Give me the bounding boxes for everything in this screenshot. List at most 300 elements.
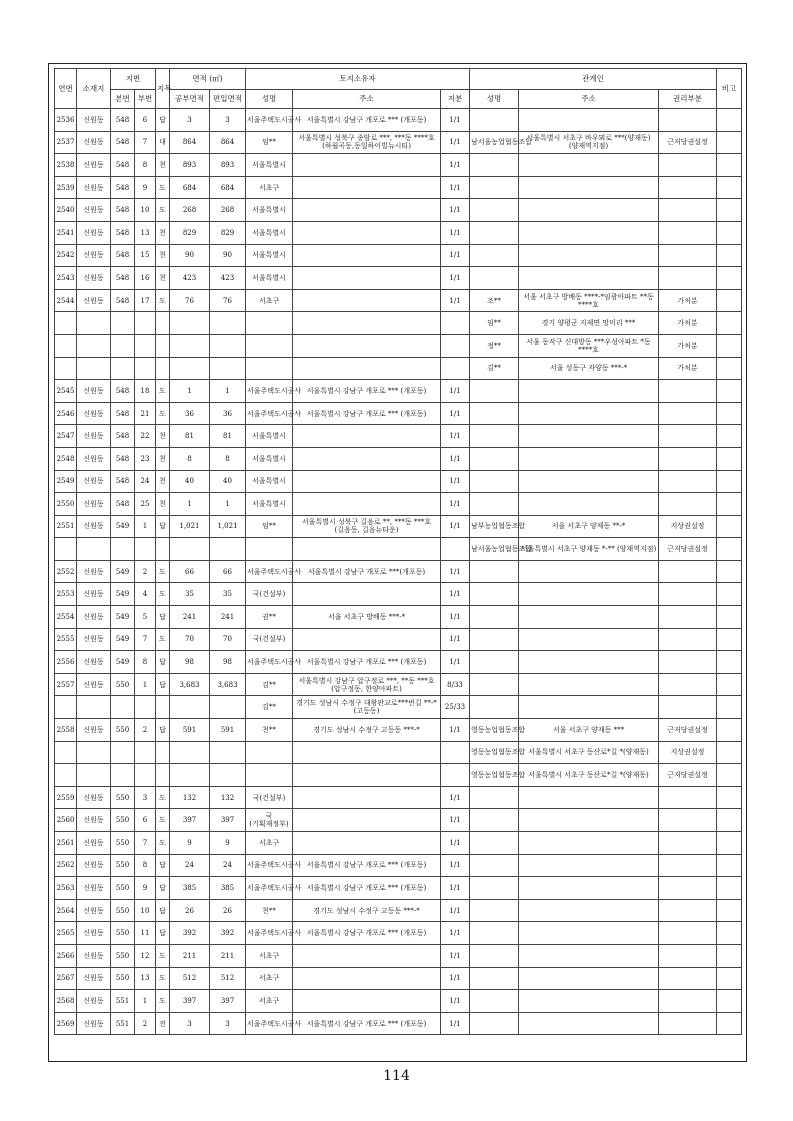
row-sub-lot: 8	[135, 154, 156, 177]
row-jimok: 도	[156, 176, 170, 199]
row-jimok: 답	[156, 651, 170, 674]
table-row	[55, 470, 742, 493]
row-party-name	[470, 583, 519, 606]
row-no: 2561	[55, 832, 77, 855]
row-location: 신원동	[77, 967, 111, 990]
row-location: 신원동	[77, 131, 111, 154]
table-row	[55, 402, 742, 425]
row-sub-lot: 25	[135, 493, 156, 516]
header-public-area: 공부면적	[170, 90, 210, 109]
row-share: 1/1	[441, 289, 470, 312]
row-location: 신원동	[77, 877, 111, 900]
row-no	[55, 357, 77, 380]
row-jimok	[156, 764, 170, 787]
row-party-address	[519, 109, 659, 132]
row-no: 2546	[55, 402, 77, 425]
row-sub-lot	[135, 741, 156, 764]
row-no: 2540	[55, 199, 77, 222]
row-party-address	[519, 267, 659, 290]
row-owner-name: 서울특별시	[246, 244, 293, 267]
row-sub-lot: 6	[135, 809, 156, 832]
row-jimok: 천	[156, 425, 170, 448]
row-owner-name: 서울특별시	[246, 221, 293, 244]
row-party-address	[519, 154, 659, 177]
row-no: 2553	[55, 583, 77, 606]
row-share: 1/1	[441, 244, 470, 267]
row-right	[659, 425, 717, 448]
row-main-lot: 548	[111, 244, 135, 267]
row-share	[441, 312, 470, 335]
row-owner-address: 서울 서초구 방배동 ***-*	[293, 606, 441, 629]
row-public-area: 132	[170, 786, 210, 809]
row-share: 1/1	[441, 470, 470, 493]
row-no	[55, 741, 77, 764]
row-remark	[717, 470, 742, 493]
row-right: 가처분	[659, 312, 717, 335]
row-public-area: 70	[170, 628, 210, 651]
row-owner-address: 서울특별시 성북구 종암로 ***, ***동 ****호(하월곡동,동일하이빌뉴시티)	[293, 131, 441, 154]
row-sub-lot: 24	[135, 470, 156, 493]
row-jimok: 천	[156, 267, 170, 290]
row-owner-name: 국(건설부)	[246, 583, 293, 606]
row-right	[659, 221, 717, 244]
row-remark	[717, 493, 742, 516]
row-location: 신원동	[77, 154, 111, 177]
row-remark	[717, 696, 742, 719]
row-share: 1/1	[441, 606, 470, 629]
row-party-name	[470, 221, 519, 244]
row-share: 1/1	[441, 990, 470, 1013]
row-location: 신원동	[77, 832, 111, 855]
row-party-address	[519, 425, 659, 448]
row-location: 신원동	[77, 425, 111, 448]
row-jimok: 도	[156, 786, 170, 809]
row-right	[659, 176, 717, 199]
row-jimok: 답	[156, 673, 170, 696]
row-remark	[717, 199, 742, 222]
row-owner-name: 서울주택도시공사	[246, 560, 293, 583]
row-main-lot	[111, 741, 135, 764]
row-party-address: 서울 서초구 방배동 ****-*임광아파트 **동 ****호	[519, 289, 659, 312]
row-party-address	[519, 990, 659, 1013]
row-remark	[717, 131, 742, 154]
row-include-area	[210, 696, 246, 719]
header-sub: 부번	[135, 90, 156, 109]
row-public-area: 385	[170, 877, 210, 900]
row-no: 2543	[55, 267, 77, 290]
row-owner-address	[293, 289, 441, 312]
row-include-area	[210, 312, 246, 335]
row-owner-name: 김**	[246, 696, 293, 719]
row-remark	[717, 176, 742, 199]
row-main-lot: 550	[111, 854, 135, 877]
row-location	[77, 696, 111, 719]
row-owner-address	[293, 357, 441, 380]
table-row	[55, 154, 742, 177]
table-row	[55, 1012, 742, 1035]
table-row	[55, 696, 742, 719]
row-include-area: 392	[210, 922, 246, 945]
row-owner-name: 서울주택도시공사	[246, 380, 293, 403]
row-public-area: 3	[170, 109, 210, 132]
row-share	[441, 764, 470, 787]
row-share	[441, 538, 470, 561]
row-include-area: 268	[210, 199, 246, 222]
row-location: 신원동	[77, 854, 111, 877]
row-party-name	[470, 470, 519, 493]
row-remark	[717, 425, 742, 448]
row-share: 1/1	[441, 221, 470, 244]
row-no	[55, 312, 77, 335]
row-party-address	[519, 832, 659, 855]
table-row	[55, 832, 742, 855]
header-remark: 비고	[717, 69, 742, 109]
row-share: 1/1	[441, 832, 470, 855]
row-party-name	[470, 832, 519, 855]
row-sub-lot: 9	[135, 176, 156, 199]
row-location: 신원동	[77, 922, 111, 945]
row-remark	[717, 515, 742, 538]
row-remark	[717, 651, 742, 674]
row-sub-lot: 15	[135, 244, 156, 267]
row-share: 25/33	[441, 696, 470, 719]
row-no: 2541	[55, 221, 77, 244]
row-right	[659, 922, 717, 945]
table-row	[55, 628, 742, 651]
row-remark	[717, 289, 742, 312]
row-sub-lot: 10	[135, 899, 156, 922]
header-owner-name: 성명	[246, 90, 293, 109]
row-main-lot	[111, 696, 135, 719]
header-main: 본번	[111, 90, 135, 109]
row-remark	[717, 877, 742, 900]
row-right	[659, 154, 717, 177]
table-row	[55, 244, 742, 267]
row-main-lot	[111, 764, 135, 787]
row-no: 2537	[55, 131, 77, 154]
row-sub-lot: 1	[135, 515, 156, 538]
row-party-address	[519, 176, 659, 199]
table-row	[55, 673, 742, 696]
row-owner-name: 서울주택도시공사	[246, 1012, 293, 1035]
row-right	[659, 493, 717, 516]
row-location	[77, 334, 111, 357]
row-include-area	[210, 741, 246, 764]
row-party-address: 서울특별시 서초구 동산로*길 *(양재동)	[519, 741, 659, 764]
row-right	[659, 786, 717, 809]
row-share: 1/1	[441, 899, 470, 922]
row-main-lot: 550	[111, 673, 135, 696]
row-owner-name: 서울주택도시공사	[246, 877, 293, 900]
row-sub-lot: 6	[135, 109, 156, 132]
row-main-lot: 548	[111, 131, 135, 154]
row-share: 1/1	[441, 199, 470, 222]
row-right: 근저당권설정	[659, 719, 717, 742]
row-owner-address	[293, 221, 441, 244]
row-public-area: 512	[170, 967, 210, 990]
row-party-name	[470, 447, 519, 470]
row-public-area: 829	[170, 221, 210, 244]
table-row	[55, 809, 742, 832]
table-row	[55, 334, 742, 357]
row-owner-address: 서울특별시 강남구 개포로 *** (개포동)	[293, 402, 441, 425]
row-public-area: 893	[170, 154, 210, 177]
row-public-area: 36	[170, 402, 210, 425]
row-location	[77, 538, 111, 561]
row-no: 2567	[55, 967, 77, 990]
row-public-area: 40	[170, 470, 210, 493]
row-main-lot: 550	[111, 899, 135, 922]
table-row	[55, 199, 742, 222]
row-party-address: 서울 성동구 자양동 ***-*	[519, 357, 659, 380]
row-sub-lot: 2	[135, 560, 156, 583]
row-sub-lot: 5	[135, 606, 156, 629]
row-owner-address	[293, 628, 441, 651]
row-owner-address	[293, 312, 441, 335]
row-location: 신원동	[77, 402, 111, 425]
row-jimok: 도	[156, 380, 170, 403]
row-jimok: 도	[156, 832, 170, 855]
row-remark	[717, 967, 742, 990]
row-include-area: 40	[210, 470, 246, 493]
row-sub-lot: 16	[135, 267, 156, 290]
row-share: 1/1	[441, 967, 470, 990]
row-no: 2557	[55, 673, 77, 696]
row-share: 1/1	[441, 267, 470, 290]
row-owner-address	[293, 493, 441, 516]
row-party-address	[519, 651, 659, 674]
row-no: 2554	[55, 606, 77, 629]
row-main-lot: 548	[111, 199, 135, 222]
row-share: 1/1	[441, 583, 470, 606]
row-location: 신원동	[77, 109, 111, 132]
row-remark	[717, 990, 742, 1013]
row-public-area: 684	[170, 176, 210, 199]
row-main-lot: 548	[111, 402, 135, 425]
row-party-address	[519, 877, 659, 900]
row-party-name: 남서울농업협동조합	[470, 131, 519, 154]
row-owner-address	[293, 154, 441, 177]
row-no: 2569	[55, 1012, 77, 1035]
row-location: 신원동	[77, 583, 111, 606]
row-owner-address	[293, 583, 441, 606]
row-public-area: 397	[170, 809, 210, 832]
header-party-name: 성명	[470, 90, 519, 109]
land-registry-table	[54, 68, 742, 1035]
row-owner-name: 김**	[246, 673, 293, 696]
row-main-lot: 550	[111, 832, 135, 855]
row-party-address	[519, 447, 659, 470]
row-public-area: 98	[170, 651, 210, 674]
row-no: 2558	[55, 719, 77, 742]
row-share: 1/1	[441, 176, 470, 199]
row-remark	[717, 1012, 742, 1035]
row-right	[659, 990, 717, 1013]
row-right	[659, 809, 717, 832]
row-sub-lot: 18	[135, 380, 156, 403]
row-remark	[717, 244, 742, 267]
row-party-name: 임**	[470, 312, 519, 335]
row-location: 신원동	[77, 673, 111, 696]
row-public-area: 211	[170, 944, 210, 967]
row-public-area: 35	[170, 583, 210, 606]
table-row	[55, 583, 742, 606]
row-no: 2544	[55, 289, 77, 312]
row-party-address: 서울 동작구 신대방동 ***우성아파트 *동 ****호	[519, 334, 659, 357]
row-owner-name: 임**	[246, 515, 293, 538]
row-jimok	[156, 696, 170, 719]
row-owner-address	[293, 334, 441, 357]
row-right	[659, 1012, 717, 1035]
row-share: 1/1	[441, 447, 470, 470]
row-no: 2568	[55, 990, 77, 1013]
header-party-address: 주소	[519, 90, 659, 109]
row-remark	[717, 719, 742, 742]
row-owner-address: 서울특별시 성북구 길음로 **, ***동 ***호(길음동, 길음뉴타운)	[293, 515, 441, 538]
row-share: 1/1	[441, 628, 470, 651]
row-owner-address	[293, 425, 441, 448]
table-row	[55, 606, 742, 629]
row-remark	[717, 944, 742, 967]
row-include-area	[210, 334, 246, 357]
row-main-lot: 548	[111, 109, 135, 132]
row-owner-name	[246, 334, 293, 357]
row-owner-address: 서울특별시 강남구 개포로 *** (개포동)	[293, 651, 441, 674]
row-include-area: 70	[210, 628, 246, 651]
table-row	[55, 877, 742, 900]
row-main-lot: 548	[111, 176, 135, 199]
row-sub-lot	[135, 538, 156, 561]
row-include-area: 1	[210, 493, 246, 516]
row-right	[659, 583, 717, 606]
row-include-area	[210, 538, 246, 561]
row-main-lot: 548	[111, 425, 135, 448]
row-owner-name	[246, 538, 293, 561]
row-right	[659, 109, 717, 132]
row-include-area: 241	[210, 606, 246, 629]
row-party-name	[470, 402, 519, 425]
row-no: 2539	[55, 176, 77, 199]
row-party-name: 남부농업협동조합	[470, 515, 519, 538]
row-no: 2542	[55, 244, 77, 267]
row-owner-name: 서울특별시	[246, 199, 293, 222]
row-party-name	[470, 651, 519, 674]
row-include-area: 98	[210, 651, 246, 674]
row-party-name	[470, 877, 519, 900]
row-jimok: 천	[156, 244, 170, 267]
row-party-address	[519, 628, 659, 651]
row-jimok: 답	[156, 922, 170, 945]
row-jimok: 도	[156, 628, 170, 651]
row-right: 근저당권설정	[659, 538, 717, 561]
row-location: 신원동	[77, 719, 111, 742]
row-share: 1/1	[441, 809, 470, 832]
row-right	[659, 606, 717, 629]
header-right: 권리부분	[659, 90, 717, 109]
row-right	[659, 696, 717, 719]
row-remark	[717, 606, 742, 629]
row-jimok: 도	[156, 967, 170, 990]
row-party-name	[470, 425, 519, 448]
row-share: 1/1	[441, 944, 470, 967]
row-include-area: 1	[210, 380, 246, 403]
row-share: 1/1	[441, 1012, 470, 1035]
row-main-lot: 548	[111, 289, 135, 312]
row-location: 신원동	[77, 560, 111, 583]
row-remark	[717, 538, 742, 561]
row-owner-name: 서초구	[246, 990, 293, 1013]
row-sub-lot: 2	[135, 1012, 156, 1035]
row-main-lot: 550	[111, 877, 135, 900]
row-share: 1/1	[441, 651, 470, 674]
row-party-name	[470, 560, 519, 583]
row-right: 가처분	[659, 357, 717, 380]
row-right	[659, 267, 717, 290]
row-sub-lot: 10	[135, 199, 156, 222]
row-public-area	[170, 696, 210, 719]
row-party-name	[470, 922, 519, 945]
row-no: 2559	[55, 786, 77, 809]
row-remark	[717, 312, 742, 335]
row-right: 근저당권설정	[659, 764, 717, 787]
header-share: 지분	[441, 90, 470, 109]
row-include-area: 864	[210, 131, 246, 154]
row-party-name	[470, 154, 519, 177]
row-public-area: 1	[170, 493, 210, 516]
row-owner-address	[293, 967, 441, 990]
row-share: 1/1	[441, 402, 470, 425]
row-owner-name	[246, 764, 293, 787]
row-location	[77, 764, 111, 787]
row-owner-address: 경기도 성남시 수정구 고등동 ***-*	[293, 899, 441, 922]
row-sub-lot	[135, 764, 156, 787]
row-main-lot: 551	[111, 990, 135, 1013]
row-remark	[717, 832, 742, 855]
row-sub-lot: 21	[135, 402, 156, 425]
row-sub-lot	[135, 334, 156, 357]
row-jimok: 도	[156, 944, 170, 967]
row-owner-address	[293, 447, 441, 470]
row-location: 신원동	[77, 176, 111, 199]
row-sub-lot: 9	[135, 877, 156, 900]
row-no	[55, 538, 77, 561]
row-location: 신원동	[77, 380, 111, 403]
row-sub-lot	[135, 357, 156, 380]
table-row	[55, 560, 742, 583]
row-include-area: 66	[210, 560, 246, 583]
row-right	[659, 877, 717, 900]
row-include-area: 385	[210, 877, 246, 900]
row-jimok: 천	[156, 493, 170, 516]
row-location: 신원동	[77, 267, 111, 290]
row-party-name	[470, 673, 519, 696]
row-owner-address: 서울특별시 강남구 개포로 *** (개포동)	[293, 109, 441, 132]
row-owner-name: 서울특별시	[246, 470, 293, 493]
row-remark	[717, 357, 742, 380]
table-row	[55, 267, 742, 290]
row-no: 2560	[55, 809, 77, 832]
row-no: 2556	[55, 651, 77, 674]
row-location	[77, 357, 111, 380]
row-owner-address	[293, 832, 441, 855]
table-row	[55, 854, 742, 877]
row-no	[55, 764, 77, 787]
row-no: 2564	[55, 899, 77, 922]
row-location: 신원동	[77, 606, 111, 629]
row-owner-address	[293, 244, 441, 267]
row-share: 1/1	[441, 131, 470, 154]
row-party-address	[519, 244, 659, 267]
